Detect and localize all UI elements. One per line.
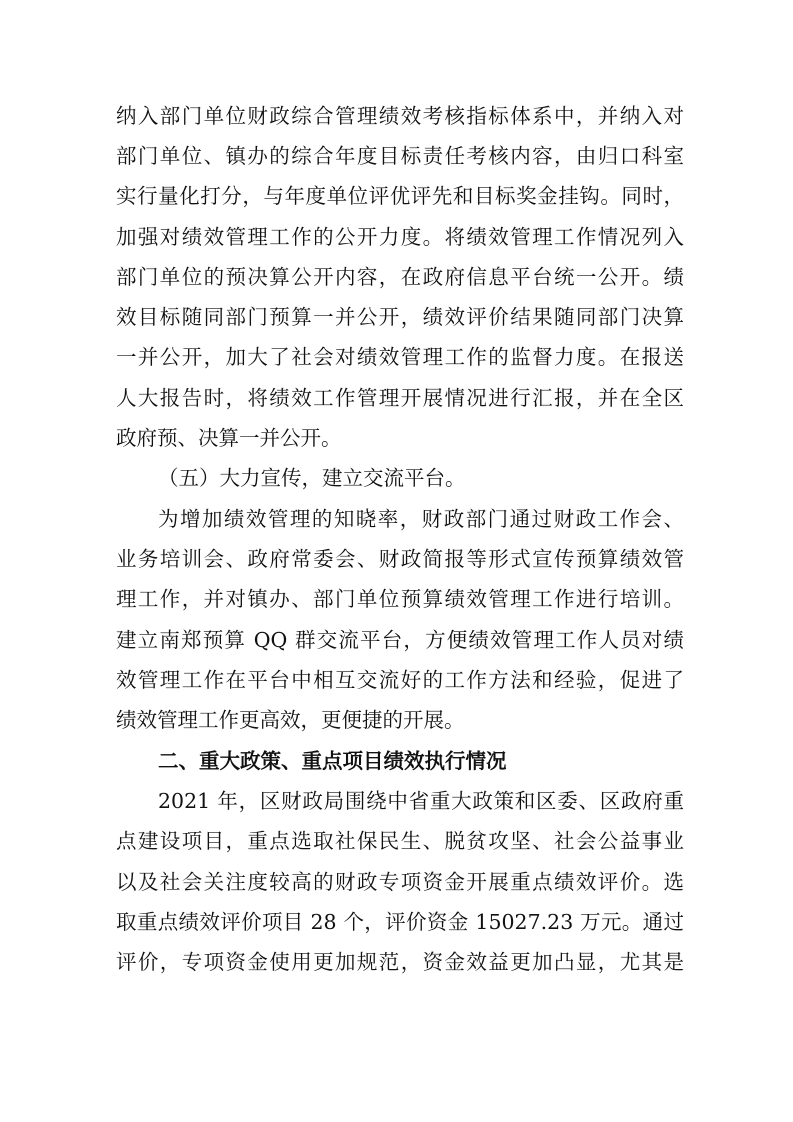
section-heading: （五）大力宣传，建立交流平台。 bbox=[158, 466, 466, 490]
paragraph-line: 业务培训会、政府常委会、财政简报等形式宣传预算绩效管 bbox=[116, 547, 684, 571]
paragraph-line: 加强对绩效管理工作的公开力度。将绩效管理工作情况列入 bbox=[116, 225, 684, 249]
paragraph-line: 政府预、决算一并公开。 bbox=[116, 426, 342, 450]
paragraph-line: 实行量化打分，与年度单位评优评先和目标奖金挂钩。同时， bbox=[116, 184, 684, 208]
paragraph-line: 为增加绩效管理的知晓率，财政部门通过财政工作会、 bbox=[158, 507, 684, 531]
chapter-heading: 二、重大政策、重点项目绩效执行情况 bbox=[158, 749, 507, 773]
paragraph-line: 绩效管理工作更高效，更便捷的开展。 bbox=[116, 708, 465, 732]
paragraph-line: 以及社会关注度较高的财政专项资金开展重点绩效评价。选 bbox=[116, 870, 684, 894]
paragraph-line: 一并公开，加大了社会对绩效管理工作的监督力度。在报送 bbox=[116, 345, 684, 369]
paragraph-line: 人大报告时，将绩效工作管理开展情况进行汇报，并在全区 bbox=[116, 386, 684, 410]
paragraph-line: 部门单位的预决算公开内容，在政府信息平台统一公开。绩 bbox=[116, 265, 684, 289]
paragraph-line: 取重点绩效评价项目 28 个，评价资金 15027.23 万元。通过 bbox=[116, 910, 684, 934]
paragraph-line: 效管理工作在平台中相互交流好的工作方法和经验，促进了 bbox=[116, 668, 684, 692]
paragraph-line: 点建设项目，重点选取社保民生、脱贫攻坚、社会公益事业 bbox=[116, 829, 684, 853]
paragraph-line: 效目标随同部门预算一并公开，绩效评价结果随同部门决算 bbox=[116, 305, 684, 329]
paragraph-line: 理工作，并对镇办、部门单位预算绩效管理工作进行培训。 bbox=[116, 587, 684, 611]
paragraph-line: 建立南郑预算 QQ 群交流平台，方便绩效管理工作人员对绩 bbox=[116, 628, 684, 652]
paragraph-line: 部门单位、镇办的综合年度目标责任考核内容，由归口科室 bbox=[116, 144, 684, 168]
paragraph-line: 2021 年，区财政局围绕中省重大政策和区委、区政府重 bbox=[158, 789, 684, 813]
paragraph-line: 评价，专项资金使用更加规范，资金效益更加凸显，尤其是 bbox=[116, 950, 684, 974]
paragraph-line: 纳入部门单位财政综合管理绩效考核指标体系中，并纳入对 bbox=[116, 104, 684, 128]
